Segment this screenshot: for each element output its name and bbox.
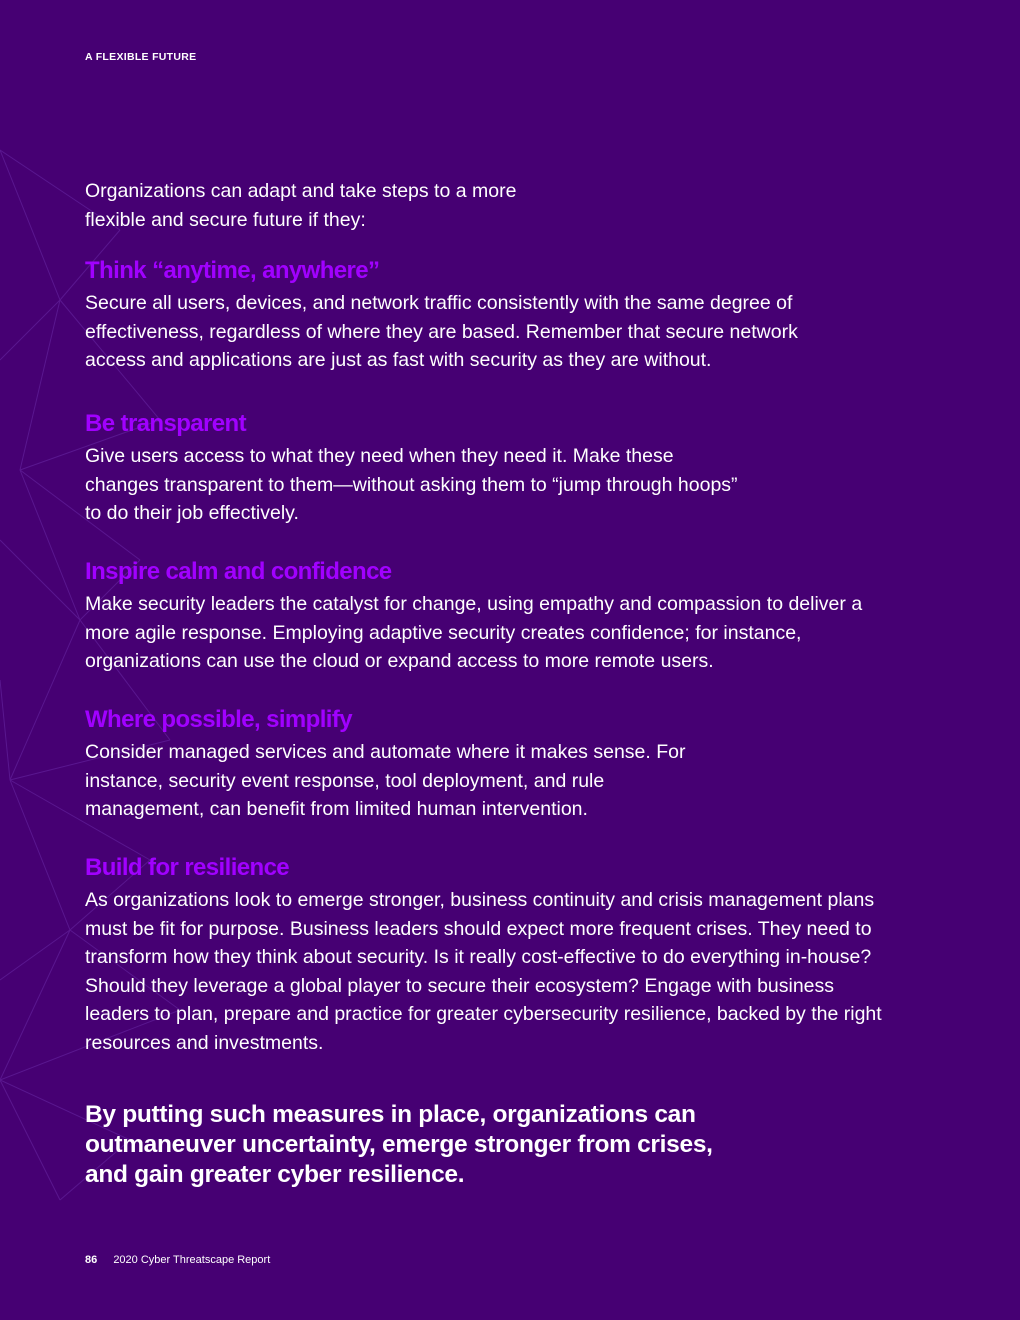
- recommendation-section: [85, 853, 890, 1057]
- section-heading: Inspire calm and confidence: [85, 558, 392, 585]
- section-heading: Build for resilience: [85, 854, 290, 881]
- section-body: Make security leaders the catalyst for change, using empathy and compassion to deliver a more agile response. Employing adaptive security creates confidence; for instance, organizations can use the cloud or expand access to more remote users.: [85, 593, 863, 672]
- page-footer: [85, 1254, 270, 1266]
- section-body: Consider managed services and automate where it makes sense. For instance, security event response, tool deployment, and rule management, can benefit from limited human intervention.: [85, 741, 686, 820]
- recommendation-section: [85, 705, 705, 824]
- section-body: As organizations look to emerge stronger, business continuity and crisis management plans must be fit for purpose. Business leaders should expect more frequent crises. They need to transform how they think about security. Is it really cost-effective to do everything in-house? Should they leverage a global player to secure their ecosystem? Engage with business leaders to plan, prepare and practice for greater cybersecurity resilience, backed by the right resources and investments.: [85, 889, 882, 1054]
- page-number: 86: [85, 1254, 98, 1266]
- recommendation-section: [85, 256, 855, 375]
- recommendation-section: [85, 409, 745, 528]
- section-eyebrow: A FLEXIBLE FUTURE: [85, 51, 197, 63]
- recommendation-section: [85, 557, 875, 676]
- section-body: Secure all users, devices, and network traffic consistently with the same degree of effectiveness, regardless of where they are based. Remember that secure network access and applications are just as fast with security as they are without.: [85, 292, 798, 371]
- closing-statement: By putting such measures in place, organizations can outmaneuver uncertainty, emerge stronger from crises, and gain greater cyber resilience.: [85, 1101, 713, 1188]
- section-body: Give users access to what they need when they need it. Make these changes transparent to them—without asking them to “jump through hoops” to do their job effectively.: [85, 445, 738, 524]
- intro-paragraph: Organizations can adapt and take steps to a more flexible and secure future if they:: [85, 180, 517, 231]
- report-title: 2020 Cyber Threatscape Report: [113, 1254, 271, 1266]
- section-heading: Be transparent: [85, 410, 246, 437]
- section-heading: Think “anytime, anywhere”: [85, 257, 380, 284]
- section-heading: Where possible, simplify: [85, 706, 353, 733]
